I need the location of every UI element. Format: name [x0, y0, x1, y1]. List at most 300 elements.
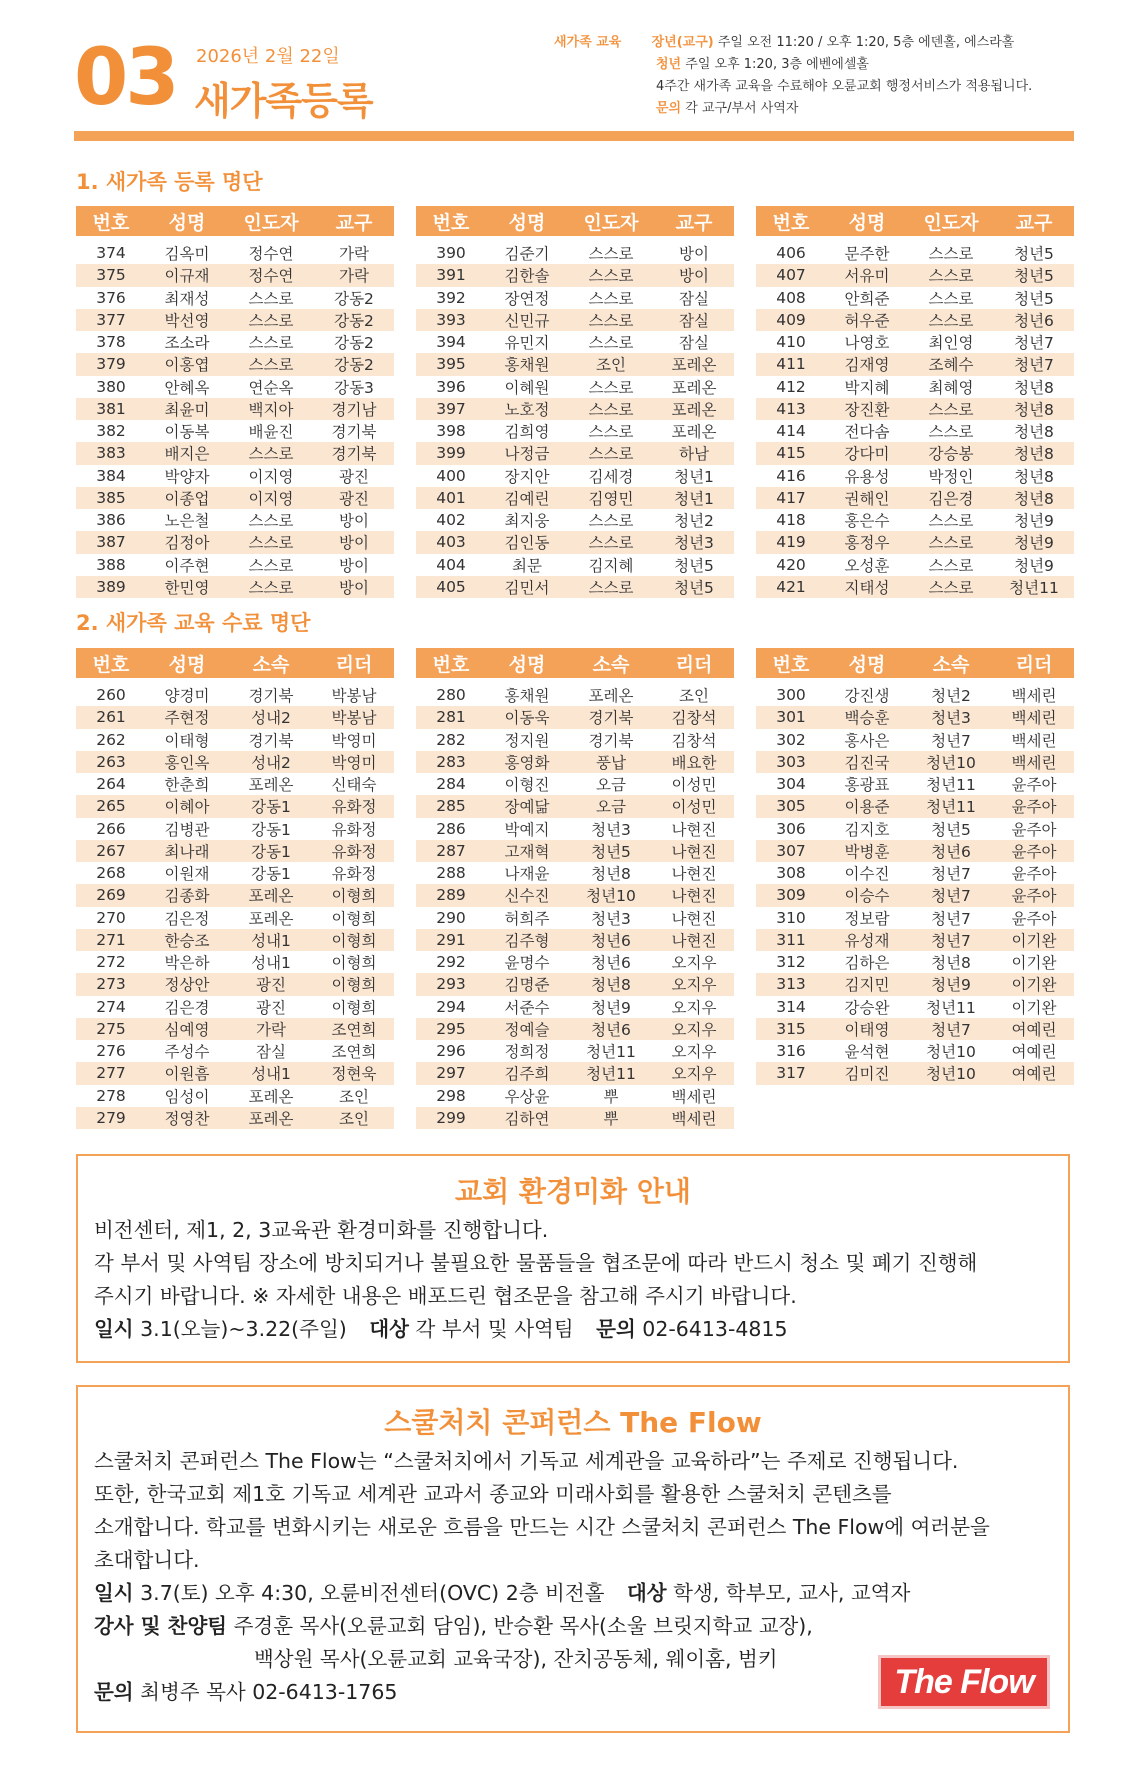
table-row — [756, 907, 1074, 929]
table-row — [416, 487, 734, 509]
table-cell: 393 — [416, 309, 486, 331]
table-cell: 스스로 — [248, 289, 294, 308]
info-label: 새가족 교육 — [554, 35, 622, 50]
table-row — [76, 751, 394, 773]
table-cell: 301 — [756, 706, 826, 728]
table-row — [756, 331, 1074, 353]
table-row — [756, 376, 1074, 398]
table-cell: 뿌 — [603, 1087, 619, 1106]
table-cell: 377 — [76, 309, 146, 331]
table-cell: 407 — [756, 264, 826, 286]
column-header: 인도자 — [228, 206, 314, 239]
table-cell: 청년10 — [926, 1043, 976, 1062]
table-cell: 이기완 — [1011, 954, 1057, 973]
table-cell: 조연희 — [331, 1043, 377, 1062]
table-cell: 청년1 — [654, 487, 734, 509]
table-cell: 박봉남 — [331, 687, 377, 706]
table-cell: 285 — [416, 795, 486, 817]
table-cell: 청년8 — [931, 954, 971, 973]
table-cell: 276 — [96, 1042, 126, 1061]
table-cell: 419 — [756, 531, 826, 553]
table-cell: 이형희 — [314, 884, 394, 906]
table-cell: 이지영 — [228, 487, 314, 509]
table-cell: 스스로 — [928, 423, 974, 442]
table-row — [756, 862, 1074, 884]
table-cell: 401 — [416, 487, 486, 509]
table-cell: 청년9 — [908, 973, 994, 995]
column-header: 번호 — [416, 648, 486, 681]
table-cell: 이형진 — [504, 776, 550, 795]
page-number: 03 — [74, 33, 177, 123]
table-row — [76, 509, 394, 531]
table-cell: 403 — [416, 531, 486, 553]
table-cell: 김한솔 — [486, 264, 568, 286]
column-header: 성명 — [486, 648, 568, 681]
table-cell: 홍채원 — [504, 687, 550, 706]
table-cell: 376 — [96, 288, 126, 307]
table-row — [756, 353, 1074, 375]
table-cell: 291 — [416, 929, 486, 951]
table-row — [756, 1018, 1074, 1040]
table-cell: 한승조 — [146, 929, 228, 951]
conference-date-label: 일시 — [94, 1581, 134, 1605]
table-cell: 경기남 — [314, 398, 394, 420]
table-row — [416, 1040, 734, 1062]
table-cell: 경기북 — [314, 442, 394, 464]
conference-date-value: 3.7(토) 오후 4:30, 오륜비전센터(OVC) 2층 비전홀 — [140, 1581, 605, 1605]
table-cell: 청년11 — [908, 795, 994, 817]
table-cell: 성내1 — [228, 1062, 314, 1084]
table-cell: 포레온 — [654, 398, 734, 420]
table-row — [416, 1107, 734, 1129]
table-row — [76, 996, 394, 1018]
table-cell: 스스로 — [928, 556, 974, 575]
table-cell: 스스로 — [588, 289, 634, 308]
table-cell: 청년3 — [591, 820, 631, 839]
table-row — [76, 239, 394, 264]
table-cell: 포레온 — [248, 1087, 294, 1106]
cleanup-notice — [76, 1154, 1070, 1363]
table-cell: 이형희 — [314, 973, 394, 995]
table-cell: 청년8 — [994, 487, 1074, 509]
table-row — [416, 554, 734, 576]
table-cell: 나현진 — [654, 929, 734, 951]
table-row — [416, 773, 734, 795]
table-cell: 392 — [436, 288, 466, 307]
conference-contact-label: 문의 — [94, 1680, 134, 1704]
table-cell: 유화정 — [314, 840, 394, 862]
table-cell: 280 — [436, 686, 466, 705]
table-row — [76, 531, 394, 553]
table-cell: 최지웅 — [504, 512, 550, 531]
table-row — [756, 239, 1074, 264]
table-cell: 390 — [436, 244, 466, 263]
table-cell: 경기북 — [331, 423, 377, 442]
table-cell: 271 — [76, 929, 146, 951]
table-cell: 가락 — [339, 245, 369, 264]
table-cell: 박정인 — [928, 467, 974, 486]
table-cell: 이성민 — [654, 795, 734, 817]
table-row — [76, 1085, 394, 1107]
table-row — [416, 465, 734, 487]
conference-datetime — [94, 1577, 1052, 1610]
table-cell: 270 — [96, 908, 126, 927]
table-cell: 이용준 — [826, 795, 908, 817]
table-cell: 광진 — [228, 973, 314, 995]
table-cell: 387 — [76, 531, 146, 553]
table-cell: 260 — [96, 686, 126, 705]
table-cell: 주현정 — [146, 706, 228, 728]
table-cell: 최윤미 — [146, 398, 228, 420]
table-cell: 295 — [416, 1018, 486, 1040]
table-cell: 오지우 — [654, 1062, 734, 1084]
table-cell: 심예영 — [146, 1018, 228, 1040]
table-cell: 조연희 — [314, 1018, 394, 1040]
table-cell: 397 — [416, 398, 486, 420]
registration-table-1 — [76, 206, 394, 598]
cleanup-notice-body — [94, 1214, 1052, 1346]
conference-notice-title: 스쿨처치 콘퍼런스 The Flow — [384, 1406, 762, 1439]
column-header: 번호 — [416, 206, 486, 239]
table-cell: 포레온 — [228, 1107, 314, 1129]
table-cell: 이기완 — [1011, 998, 1057, 1017]
table-row — [76, 576, 394, 598]
table-cell: 방이 — [654, 264, 734, 286]
table-cell: 조인 — [339, 1087, 369, 1106]
table-cell: 강동2 — [334, 289, 374, 308]
table-cell: 김민서 — [486, 576, 568, 598]
info-line1-label: 장년(교구) — [651, 35, 714, 50]
table-cell: 306 — [776, 819, 806, 838]
table-cell: 김인동 — [486, 531, 568, 553]
table-cell: 408 — [776, 288, 806, 307]
table-cell: 강동3 — [334, 378, 374, 397]
table-cell: 신수진 — [486, 884, 568, 906]
table-cell: 홍영화 — [486, 751, 568, 773]
table-cell: 성내1 — [251, 954, 291, 973]
table-cell: 416 — [776, 466, 806, 485]
table-row — [416, 840, 734, 862]
table-row — [756, 884, 1074, 906]
table-cell: 스스로 — [588, 378, 634, 397]
column-header: 교구 — [314, 206, 394, 239]
cleanup-date-label: 일시 — [94, 1317, 134, 1341]
table-cell: 강진생 — [844, 687, 890, 706]
table-cell: 청년9 — [591, 998, 631, 1017]
table-cell: 청년2 — [674, 512, 714, 531]
table-row — [416, 907, 734, 929]
table-row — [76, 420, 394, 442]
column-header: 성명 — [486, 206, 568, 239]
cleanup-line1: 비전센터, 제1, 2, 3교육관 환경미화를 진행합니다. — [94, 1218, 549, 1242]
table-cell: 303 — [756, 751, 826, 773]
table-cell: 서유미 — [826, 264, 908, 286]
table-cell: 312 — [776, 953, 806, 972]
table-cell: 316 — [776, 1042, 806, 1061]
info-line4-text: 각 교구/부서 사역자 — [685, 101, 799, 116]
table-cell: 연순옥 — [248, 378, 294, 397]
column-header: 인도자 — [908, 206, 994, 239]
table-row — [416, 729, 734, 751]
table-cell: 백세린 — [994, 751, 1074, 773]
table-cell: 278 — [96, 1086, 126, 1105]
table-cell: 299 — [416, 1107, 486, 1129]
table-header-row — [756, 206, 1074, 239]
table-cell: 오지우 — [654, 1018, 734, 1040]
table-cell: 268 — [96, 864, 126, 883]
table-cell: 김은경 — [908, 487, 994, 509]
table-cell: 292 — [436, 953, 466, 972]
table-cell: 강동1 — [251, 865, 291, 884]
table-row — [756, 973, 1074, 995]
table-cell: 스스로 — [568, 264, 654, 286]
cleanup-notice-title: 교회 환경미화 안내 — [455, 1175, 691, 1208]
table-cell: 신태숙 — [331, 776, 377, 795]
table-row — [76, 442, 394, 464]
table-cell: 379 — [76, 353, 146, 375]
table-cell: 유화정 — [331, 865, 377, 884]
table-cell: 풍납 — [568, 751, 654, 773]
table-row — [416, 884, 734, 906]
table-cell: 포레온 — [248, 776, 294, 795]
table-row — [76, 862, 394, 884]
table-cell: 411 — [756, 353, 826, 375]
table-row — [76, 376, 394, 398]
table-cell: 김하은 — [844, 954, 890, 973]
table-row — [76, 353, 394, 375]
table-cell: 청년7 — [1014, 334, 1054, 353]
table-cell: 오지우 — [671, 1043, 717, 1062]
table-cell: 404 — [436, 555, 466, 574]
table-cell: 이형희 — [331, 909, 377, 928]
conference-speaker-label: 강사 및 찬양팀 — [94, 1614, 228, 1638]
table-cell: 420 — [776, 555, 806, 574]
table-cell: 279 — [76, 1107, 146, 1129]
table-cell: 김창석 — [671, 731, 717, 750]
table-cell: 314 — [776, 997, 806, 1016]
table-cell: 나현진 — [671, 820, 717, 839]
table-cell: 274 — [96, 997, 126, 1016]
table-row — [76, 398, 394, 420]
table-cell: 오지우 — [671, 954, 717, 973]
cleanup-contact-label: 문의 — [596, 1317, 636, 1341]
table-cell: 394 — [436, 333, 466, 352]
table-row — [756, 398, 1074, 420]
table-cell: 청년2 — [931, 687, 971, 706]
table-cell: 정상안 — [146, 973, 228, 995]
table-cell: 청년11 — [994, 576, 1074, 598]
table-row — [756, 442, 1074, 464]
table-cell: 방이 — [679, 245, 709, 264]
table-cell: 정영찬 — [146, 1107, 228, 1129]
table-cell: 380 — [96, 377, 126, 396]
table-cell: 이태형 — [164, 731, 210, 750]
table-cell: 홍인옥 — [146, 751, 228, 773]
table-cell: 389 — [76, 576, 146, 598]
table-cell: 허우준 — [826, 309, 908, 331]
table-row — [416, 353, 734, 375]
table-cell: 권해인 — [826, 487, 908, 509]
table-cell: 스스로 — [568, 442, 654, 464]
table-row — [416, 331, 734, 353]
table-cell: 나현진 — [654, 840, 734, 862]
table-row — [76, 681, 394, 706]
table-cell: 최문 — [512, 556, 542, 575]
table-cell: 광진 — [256, 998, 286, 1017]
table-cell: 하남 — [654, 442, 734, 464]
table-cell: 289 — [416, 884, 486, 906]
table-cell: 김재영 — [826, 353, 908, 375]
table-row — [76, 331, 394, 353]
table-cell: 방이 — [314, 576, 394, 598]
table-cell: 304 — [776, 775, 806, 794]
table-cell: 이홍엽 — [146, 353, 228, 375]
table-cell: 269 — [76, 884, 146, 906]
table-cell: 스스로 — [588, 423, 634, 442]
table-row — [756, 287, 1074, 309]
table-cell: 김정아 — [146, 531, 228, 553]
table-row — [756, 996, 1074, 1018]
table-cell: 양경미 — [164, 687, 210, 706]
table-cell: 허희주 — [504, 909, 550, 928]
table-cell: 김종화 — [146, 884, 228, 906]
table-row — [76, 487, 394, 509]
table-cell: 포레온 — [228, 884, 314, 906]
table-row — [76, 818, 394, 840]
table-cell: 오금 — [596, 776, 626, 795]
table-cell: 홍채원 — [486, 353, 568, 375]
table-cell: 유용성 — [844, 467, 890, 486]
column-header: 성명 — [146, 648, 228, 681]
table-cell: 정희정 — [504, 1043, 550, 1062]
table-cell: 청년3 — [654, 531, 734, 553]
table-cell: 문주한 — [844, 245, 890, 264]
table-row — [416, 1018, 734, 1040]
table-cell: 박영미 — [314, 751, 394, 773]
table-row — [756, 706, 1074, 728]
table-cell: 청년9 — [994, 531, 1074, 553]
table-cell: 유성재 — [826, 929, 908, 951]
table-cell: 나현진 — [671, 865, 717, 884]
table-cell: 스스로 — [908, 264, 994, 286]
table-cell: 청년1 — [674, 467, 714, 486]
table-cell: 이기완 — [994, 973, 1074, 995]
column-header: 교구 — [994, 206, 1074, 239]
table-cell: 윤주아 — [1011, 776, 1057, 795]
column-header: 번호 — [76, 648, 146, 681]
table-cell: 청년8 — [591, 865, 631, 884]
table-cell: 오금 — [568, 795, 654, 817]
cleanup-date-value: 3.1(오늘)~3.22(주일) — [140, 1317, 347, 1341]
table-row — [76, 287, 394, 309]
table-cell: 281 — [416, 706, 486, 728]
table-cell: 스스로 — [568, 531, 654, 553]
table-cell: 297 — [416, 1062, 486, 1084]
column-header: 리더 — [654, 648, 734, 681]
table-cell: 이원흠 — [146, 1062, 228, 1084]
table-cell: 최혜영 — [928, 378, 974, 397]
table-cell: 청년6 — [568, 1018, 654, 1040]
table-cell: 김미진 — [826, 1062, 908, 1084]
info-line3-text: 4주간 새가족 교육을 수료해야 오륜교회 행정서비스가 적용됩니다. — [656, 79, 1033, 94]
table-row — [76, 465, 394, 487]
table-cell: 청년9 — [1014, 512, 1054, 531]
table-cell: 청년11 — [568, 1062, 654, 1084]
table-cell: 오지우 — [654, 973, 734, 995]
table-cell: 노은철 — [164, 512, 210, 531]
table-cell: 조혜수 — [908, 353, 994, 375]
table-cell: 홍광표 — [844, 776, 890, 795]
table-cell: 296 — [436, 1042, 466, 1061]
table-cell: 나정금 — [486, 442, 568, 464]
table-cell: 스스로 — [228, 353, 314, 375]
table-cell: 청년7 — [931, 865, 971, 884]
table-row — [76, 840, 394, 862]
column-header: 번호 — [76, 206, 146, 239]
table-cell: 강동2 — [314, 309, 394, 331]
table-cell: 청년7 — [908, 929, 994, 951]
cleanup-line3: 주시기 바랍니다. ※ 자세한 내용은 배포드린 협조문을 참고해 주시기 바랍니다. — [94, 1284, 797, 1308]
table-cell: 정수연 — [228, 264, 314, 286]
table-cell: 청년6 — [994, 309, 1074, 331]
table-cell: 이수진 — [844, 865, 890, 884]
table-cell: 청년8 — [1014, 467, 1054, 486]
table-cell: 오지우 — [671, 998, 717, 1017]
column-header: 인도자 — [568, 206, 654, 239]
conference-speakers — [94, 1610, 1052, 1643]
table-row — [76, 1018, 394, 1040]
table-cell: 청년3 — [591, 909, 631, 928]
table-cell: 김세경 — [588, 467, 634, 486]
table-cell: 유화정 — [331, 820, 377, 839]
table-cell: 여예린 — [1011, 1043, 1057, 1062]
conference-notice — [76, 1385, 1070, 1733]
table-row — [76, 706, 394, 728]
table-cell: 413 — [756, 398, 826, 420]
table-cell: 스스로 — [908, 531, 994, 553]
table-cell: 장지안 — [504, 467, 550, 486]
table-cell: 395 — [416, 353, 486, 375]
table-row — [416, 973, 734, 995]
table-cell: 398 — [436, 422, 466, 441]
table-row — [76, 929, 394, 951]
table-row — [756, 840, 1074, 862]
table-cell: 402 — [436, 511, 466, 530]
table-cell: 김하연 — [486, 1107, 568, 1129]
column-header: 번호 — [756, 206, 826, 239]
table-cell: 한민영 — [146, 576, 228, 598]
table-cell: 윤주아 — [994, 840, 1074, 862]
table-cell: 스스로 — [568, 309, 654, 331]
table-cell: 윤주아 — [994, 795, 1074, 817]
table-cell: 나재윤 — [504, 865, 550, 884]
table-row — [416, 376, 734, 398]
the-flow-logo: The Flow — [878, 1655, 1050, 1709]
info-line4-label: 문의 — [656, 101, 682, 116]
table-cell: 청년5 — [1014, 245, 1054, 264]
cleanup-line2: 각 부서 및 사역팀 장소에 방치되거나 불필요한 물품들을 협조문에 따라 반드시 청소 및 폐기 진행해 — [94, 1251, 978, 1275]
table-cell: 382 — [96, 422, 126, 441]
table-row — [756, 465, 1074, 487]
table-cell: 스스로 — [588, 512, 634, 531]
table-row — [416, 1062, 734, 1084]
table-cell: 김창석 — [654, 706, 734, 728]
table-cell: 박영미 — [331, 731, 377, 750]
table-cell: 최재성 — [164, 289, 210, 308]
table-row — [416, 264, 734, 286]
table-cell: 조소라 — [164, 334, 210, 353]
table-cell: 청년7 — [994, 353, 1074, 375]
